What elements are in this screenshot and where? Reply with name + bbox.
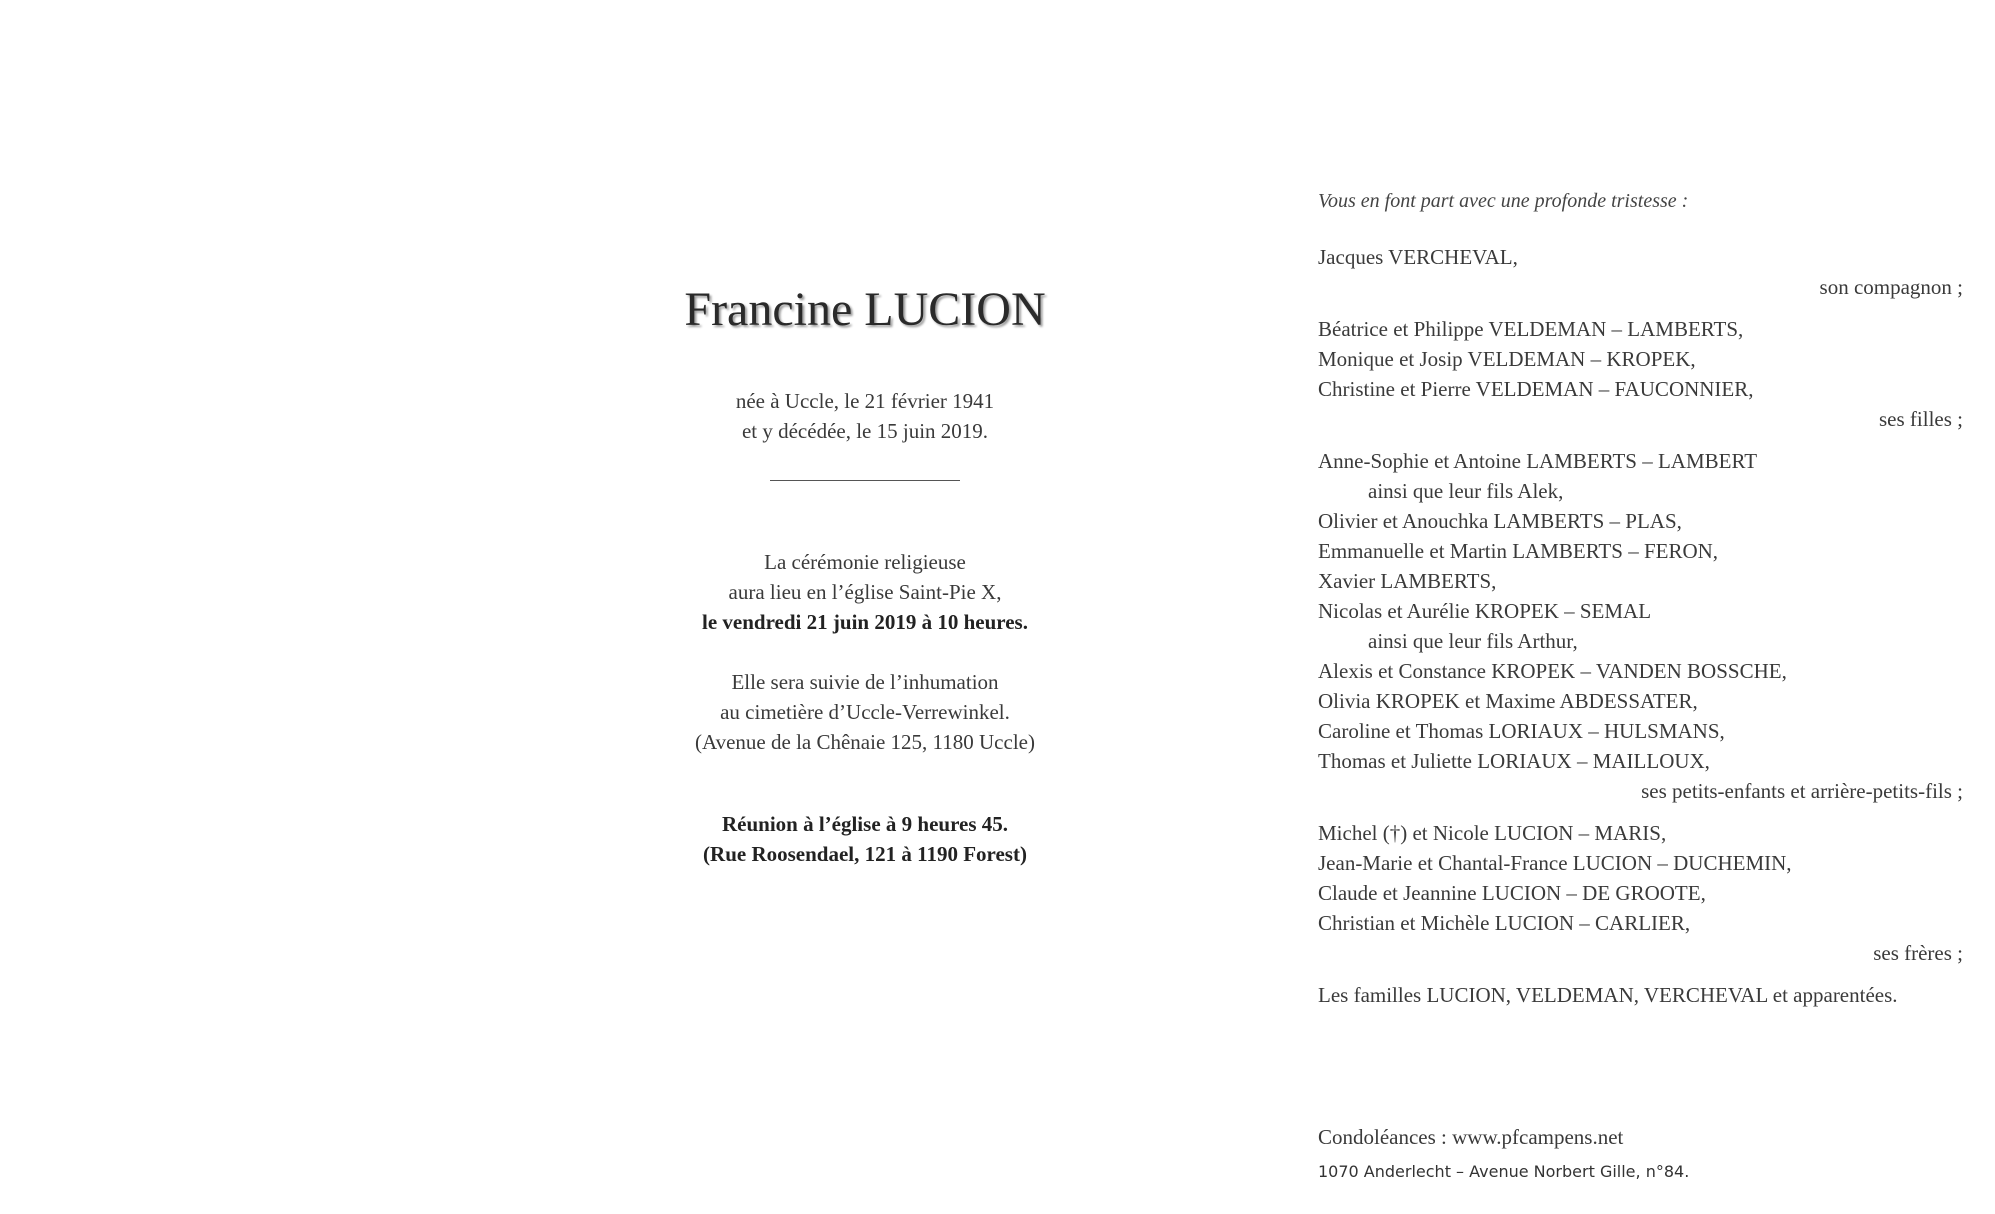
family-name-line: Caroline et Thomas LORIAUX – HULSMANS,	[1318, 719, 1725, 743]
family-name-line: Nicolas et Aurélie KROPEK – SEMAL	[1318, 599, 1652, 623]
daughters-group	[1318, 314, 1963, 434]
birth-death-dates	[660, 386, 1070, 446]
funeral-home-address: 1070 Anderlecht – Avenue Norbert Gille, n°84.	[1318, 1162, 1690, 1181]
meeting-address: (Rue Roosendael, 121 à 1190 Forest)	[703, 842, 1027, 866]
family-name-line: Jean-Marie et Chantal-France LUCION – DUCHEMIN,	[1318, 851, 1792, 875]
family-name-line: Emmanuelle et Martin LAMBERTS – FERON,	[1318, 539, 1719, 563]
death-line: et y décédée, le 15 juin 2019.	[741, 419, 989, 443]
burial-line: Elle sera suivie de l’inhumation	[731, 670, 999, 694]
family-name-line: Thomas et Juliette LORIAUX – MAILLOUX,	[1318, 749, 1710, 773]
relation-label: son compagnon ;	[1819, 275, 1963, 299]
family-name-line: Monique et Josip VELDEMAN – KROPEK,	[1318, 347, 1696, 371]
family-name-line: ainsi que leur fils Alek,	[1368, 479, 1564, 503]
family-name-line: Claude et Jeannine LUCION – DE GROOTE,	[1318, 881, 1706, 905]
family-name-line: Jacques VERCHEVAL,	[1318, 245, 1518, 269]
families-text: Les familles LUCION, VELDEMAN, VERCHEVAL et apparentées.	[1318, 983, 1898, 1007]
ceremony-date: le vendredi 21 juin 2019 à 10 heures.	[702, 610, 1028, 634]
relation-label: ses filles ;	[1879, 407, 1963, 431]
family-name-line: Anne-Sophie et Antoine LAMBERTS – LAMBERT	[1318, 449, 1758, 473]
families-line	[1318, 980, 1963, 1010]
family-name-line: Olivia KROPEK et Maxime ABDESSATER,	[1318, 689, 1698, 713]
family-name-line: Michel (†) et Nicole LUCION – MARIS,	[1318, 821, 1667, 845]
companion-group	[1318, 242, 1963, 302]
divider-line	[770, 480, 960, 481]
burial-info	[660, 667, 1070, 757]
deceased-name: Francine LUCION	[684, 283, 1046, 336]
brothers-group	[1318, 818, 1963, 968]
notice-right-column	[1318, 186, 1963, 1184]
burial-line: au cimetière d’Uccle-Verrewinkel.	[720, 700, 1010, 724]
burial-address: (Avenue de la Chênaie 125, 1180 Uccle)	[695, 730, 1035, 754]
birth-line: née à Uccle, le 21 février 1941	[735, 389, 995, 413]
family-name-line: Alexis et Constance KROPEK – VANDEN BOSSCHE,	[1318, 659, 1787, 683]
family-name-line: Christine et Pierre VELDEMAN – FAUCONNIER,	[1318, 377, 1754, 401]
meeting-time: Réunion à l’église à 9 heures 45.	[721, 812, 1009, 836]
family-name-line: Olivier et Anouchka LAMBERTS – PLAS,	[1318, 509, 1682, 533]
relation-label: ses petits-enfants et arrière-petits-fils ;	[1641, 779, 1963, 803]
relation-label: ses frères ;	[1873, 941, 1963, 965]
condolences-line: Condoléances : www.pfcampens.net	[1318, 1125, 1624, 1149]
family-name-line: Christian et Michèle LUCION – CARLIER,	[1318, 911, 1691, 935]
ceremony-line: La cérémonie religieuse	[764, 550, 966, 574]
family-name-line: Xavier LAMBERTS,	[1318, 569, 1497, 593]
grandchildren-group	[1318, 446, 1963, 806]
family-name-line: Béatrice et Philippe VELDEMAN – LAMBERTS,	[1318, 317, 1744, 341]
notice-left-column	[660, 280, 1070, 869]
ceremony-line: aura lieu en l’église Saint-Pie X,	[728, 580, 1002, 604]
meeting-info	[660, 809, 1070, 869]
ceremony-info	[660, 547, 1070, 637]
family-name-line: ainsi que leur fils Arthur,	[1368, 629, 1578, 653]
intro-text: Vous en font part avec une profonde tristesse :	[1318, 190, 1689, 212]
